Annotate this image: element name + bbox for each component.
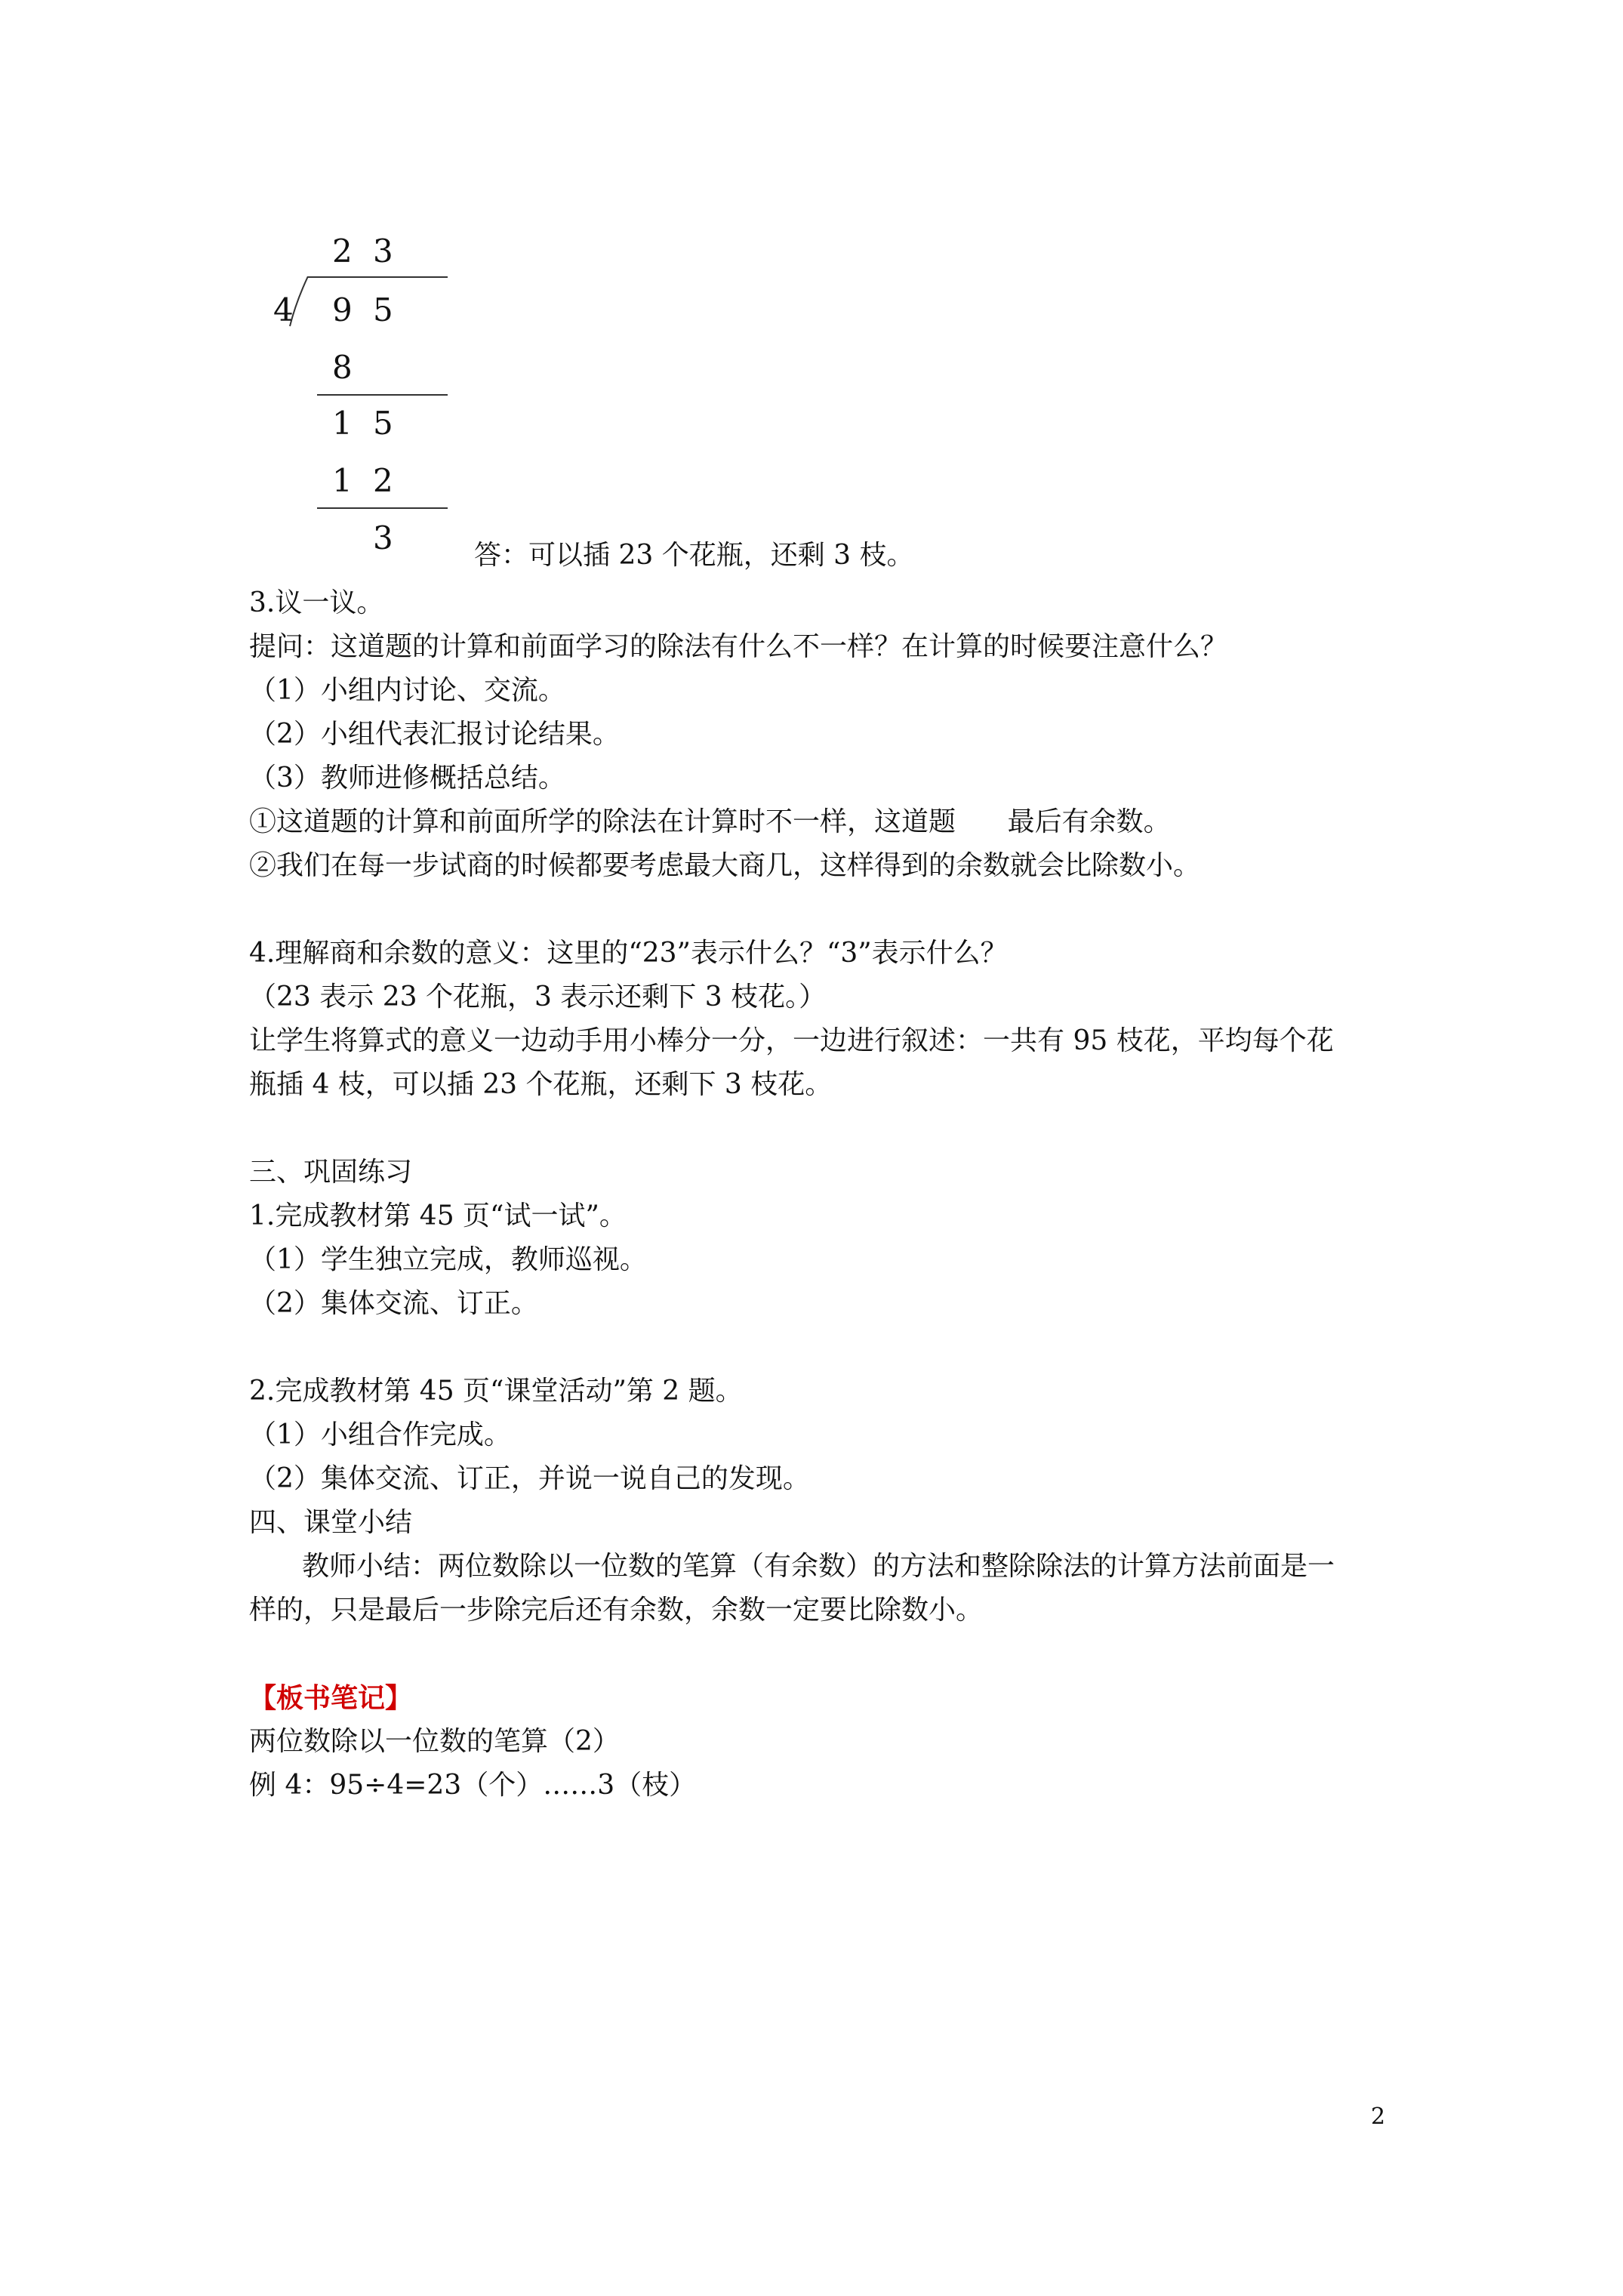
discussion-step-1: （1）小组内讨论、交流。 (249, 675, 565, 706)
step1-line (317, 394, 448, 396)
answer-text: 答：可以插 23 个花瓶，还剩 3 枝。 (474, 540, 914, 571)
division-bar (308, 276, 448, 278)
discussion-heading: 3.议一议。 (249, 587, 384, 618)
summary-point-1: ①这道题的计算和前面所学的除法在计算时不一样，这道题 最后有余数。 (249, 806, 1171, 837)
partial-dividend-ones: 5 (373, 405, 393, 442)
summary-point-2: ②我们在每一步试商的时候都要考虑最大商几，这样得到的余数就会比除数小。 (249, 850, 1201, 881)
question-text: 提问：这道题的计算和前面学习的除法有什么不一样？在计算的时候要注意什么？ (249, 631, 1228, 662)
practice-2-step-2: （2）集体交流、订正，并说一说自己的发现。 (249, 1463, 810, 1494)
step2-product-tens: 1 (332, 462, 353, 499)
activity-text-1: 让学生将算式的意义一边动手用小棒分一分，一边进行叙述：一共有 95 枝花，平均每个花 (249, 1025, 1334, 1056)
page-number: 2 (1371, 2103, 1386, 2130)
teacher-summary-2: 样的，只是最后一步除完后还有余数，余数一定要比除数小。 (249, 1595, 984, 1626)
step1-product: 8 (332, 349, 353, 386)
section-summary-heading: 四、课堂小结 (249, 1507, 413, 1538)
step2-product-ones: 2 (373, 462, 393, 499)
section-practice-heading: 三、巩固练习 (249, 1157, 413, 1188)
meaning-answer: （23 表示 23 个花瓶，3 表示还剩下 3 枝花。） (249, 982, 827, 1012)
board-notes-example: 例 4：95÷4=23（个）……3（枝） (249, 1770, 697, 1801)
practice-1-step-1: （1）学生独立完成，教师巡视。 (249, 1244, 647, 1275)
dividend-digit-tens: 9 (332, 291, 353, 328)
step2-line (317, 507, 448, 509)
divisor: 4 (273, 291, 294, 328)
teacher-summary-1: 教师小结：两位数除以一位数的笔算（有余数）的方法和整除除法的计算方法前面是一 (302, 1551, 1335, 1582)
quotient-digit-ones: 3 (373, 233, 393, 270)
practice-1-step-2: （2）集体交流、订正。 (249, 1288, 538, 1319)
meaning-heading: 4.理解商和余数的意义：这里的“23”表示什么？“3”表示什么？ (249, 938, 1008, 969)
discussion-step-3: （3）教师进修概括总结。 (249, 763, 565, 794)
activity-text-2: 瓶插 4 枝，可以插 23 个花瓶，还剩下 3 枝花。 (249, 1069, 833, 1100)
board-notes-title: 两位数除以一位数的笔算（2） (249, 1726, 620, 1757)
discussion-step-2: （2）小组代表汇报讨论结果。 (249, 719, 620, 750)
practice-1: 1.完成教材第 45 页“试一试”。 (249, 1200, 627, 1231)
dividend-digit-ones: 5 (373, 291, 393, 328)
quotient-digit-tens: 2 (332, 233, 353, 270)
practice-2: 2.完成教材第 45 页“课堂活动”第 2 题。 (249, 1376, 743, 1407)
practice-2-step-1: （1）小组合作完成。 (249, 1419, 511, 1450)
remainder: 3 (373, 519, 393, 556)
long-division (264, 227, 460, 559)
lesson-body (249, 581, 1397, 1808)
board-notes-heading: 【板书笔记】 (249, 1682, 413, 1714)
partial-dividend-tens: 1 (332, 405, 353, 442)
